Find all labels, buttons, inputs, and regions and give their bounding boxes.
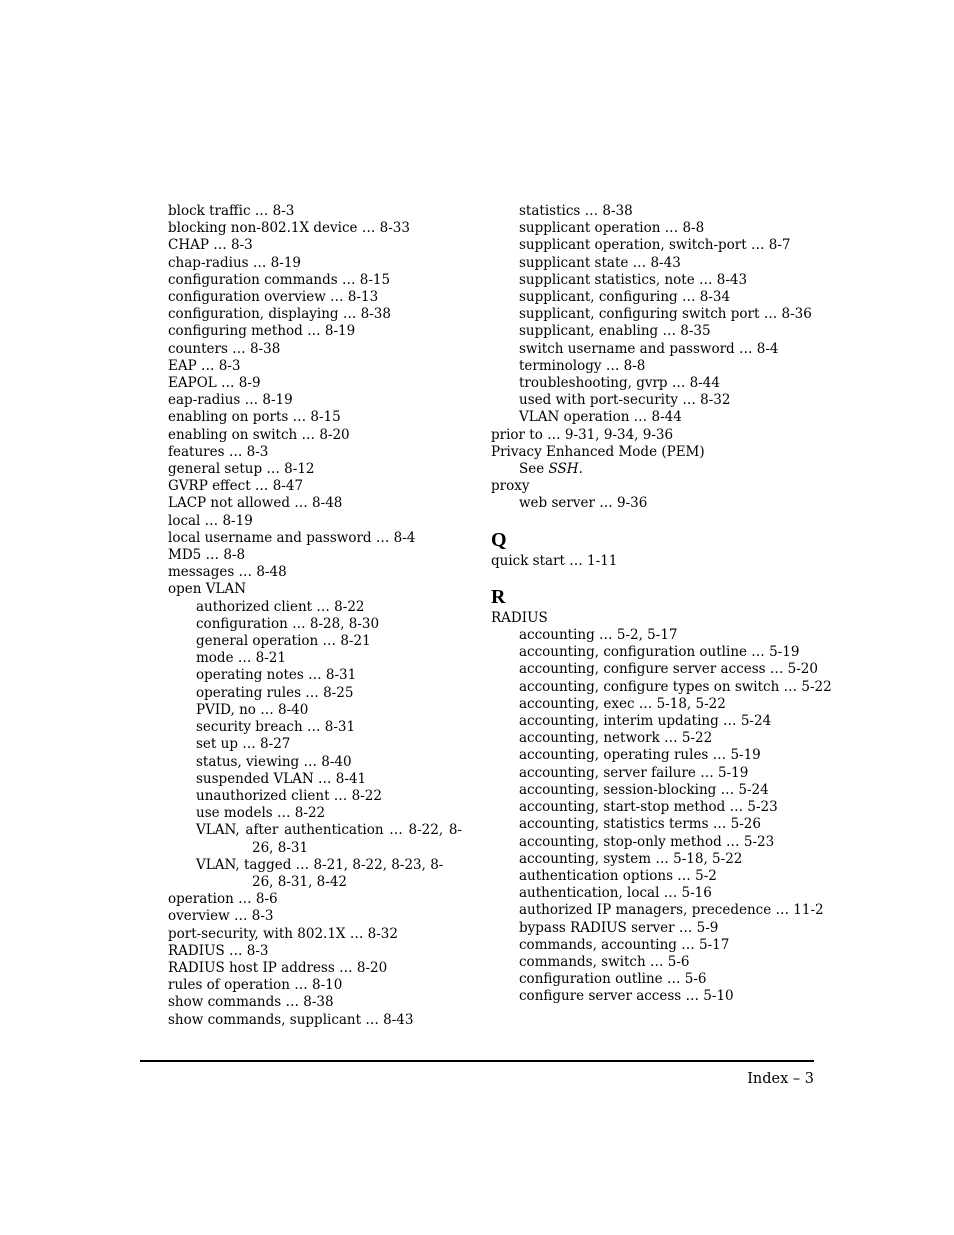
index-subentry: accounting … 5-2, 5-17 [519,627,678,644]
index-subentry: commands, accounting … 5-17 [519,936,730,953]
index-subentry: supplicant, enabling … 8-35 [519,323,711,340]
index-entry: show commands … 8-38 [168,994,334,1011]
index-subentry: terminology … 8-8 [519,357,646,374]
index-entry: configuration, displaying … 8-38 [168,306,391,323]
index-entry: GVRP effect … 8-47 [168,478,304,495]
index-entry: chap-radius … 8-19 [168,254,302,271]
index-subentry: accounting, session-blocking … 5-24 [519,781,769,798]
index-entry: show commands, supplicant … 8-43 [168,1011,414,1028]
index-subentry: supplicant, configuring … 8-34 [519,289,731,306]
index-subentry: used with port-security … 8-32 [519,392,731,409]
index-subentry: unauthorized client … 8-22 [196,787,382,804]
index-entry: configuration overview … 8-13 [168,289,379,306]
index-entry: local username and password … 8-4 [168,529,416,546]
index-subentry: supplicant, configuring switch port … 8-36 [519,306,812,323]
index-subentry: configure server access … 5-10 [519,988,734,1005]
index-entry: EAPOL … 8-9 [168,375,261,392]
index-entry: configuration commands … 8-15 [168,271,391,288]
index-subentry: accounting, start-stop method … 5-23 [519,799,778,816]
index-subentry: web server … 9-36 [519,495,648,512]
index-subentry: authorized IP managers, precedence … 11-2 [519,902,824,919]
index-subentry: suspended VLAN … 8-41 [196,770,367,787]
index-subentry: accounting, configure types on switch … 5-22 [519,678,832,695]
index-entry: general setup … 8-12 [168,461,315,478]
index-section-heading: R [491,585,506,608]
index-entry: port-security, with 802.1X … 8-32 [168,925,398,942]
index-subentry: supplicant statistics, note … 8-43 [519,271,748,288]
index-subentry: set up … 8-27 [196,736,291,753]
index-entry: overview … 8-3 [168,908,274,925]
index-subentry: security breach … 8-31 [196,719,356,736]
index-subentry: troubleshooting, gvrp … 8-44 [519,375,720,392]
index-column-right [491,203,832,1006]
index-subentry: operating notes … 8-31 [196,667,357,684]
index-subentry: accounting, network … 5-22 [519,730,713,747]
index-entry: proxy [491,478,530,495]
index-subentry: VLAN, tagged … 8-21, 8-22, 8-23, 8-26, 8-31, 8-42 [196,856,444,890]
see-reference-target: SSH. [548,461,583,478]
index-subentry: supplicant operation … 8-8 [519,220,705,237]
index-subentry [491,461,811,478]
index-subentry: mode … 8-21 [196,650,286,667]
index-subentry: commands, switch … 5-6 [519,953,690,970]
index-entry: blocking non-802.1X device … 8-33 [168,220,410,237]
index-subentry: accounting, exec … 5-18, 5-22 [519,695,726,712]
index-entry: counters … 8-38 [168,340,281,357]
index-subentry: accounting, operating rules … 5-19 [519,747,761,764]
see-reference-label: See [519,461,549,478]
index-subentry: operating rules … 8-25 [196,684,354,701]
index-subentry: general operation … 8-21 [196,633,371,650]
index-subentry: accounting, configure server access … 5-20 [519,661,818,678]
index-subentry: accounting, system … 5-18, 5-22 [519,850,743,867]
index-subentry: supplicant state … 8-43 [519,254,681,271]
index-entry: open VLAN [168,581,247,598]
index-entry: EAP … 8-3 [168,357,241,374]
index-subentry: statistics … 8-38 [519,203,633,219]
index-subentry: configuration outline … 5-6 [519,971,707,988]
index-subentry: accounting, configuration outline … 5-19 [519,644,800,661]
index-subentry: VLAN, after authentication … 8-22, 8-26, 8-31 [196,822,462,856]
index-subentry: PVID, no … 8-40 [196,701,309,718]
index-entry: RADIUS host IP address … 8-20 [168,959,388,976]
index-entry: Privacy Enhanced Mode (PEM) [491,443,705,460]
index-subentry: status, viewing … 8-40 [196,753,352,770]
index-subentry: switch username and password … 8-4 [519,340,779,357]
index-subentry: authentication, local … 5-16 [519,885,712,902]
index-entry: enabling on ports … 8-15 [168,409,341,426]
index-subentry: bypass RADIUS server … 5-9 [519,919,719,936]
index-subentry: authorized client … 8-22 [196,598,365,615]
index-subentry: supplicant operation, switch-port … 8-7 [519,237,791,254]
index-subentry: authentication options … 5-2 [519,867,717,884]
index-subentry: configuration … 8-28, 8-30 [196,615,380,632]
index-entry: block traffic … 8-3 [168,203,295,219]
index-entry: features … 8-3 [168,443,269,460]
footer-rule [140,1060,814,1062]
page-number: Index – 3 [747,1071,814,1087]
index-entry: eap-radius … 8-19 [168,392,293,409]
index-section-heading: Q [491,528,507,551]
index-subentry: use models … 8-22 [196,805,326,822]
index-subentry: accounting, server failure … 5-19 [519,764,749,781]
index-entry: CHAP … 8-3 [168,237,253,254]
index-entry: prior to … 9-31, 9-34, 9-36 [491,426,674,443]
index-subentry: accounting, interim updating … 5-24 [519,713,772,730]
index-entry: messages … 8-48 [168,564,287,581]
index-entry: operation … 8-6 [168,891,278,908]
index-subentry: accounting, stop-only method … 5-23 [519,833,775,850]
index-entry: RADIUS [491,609,548,626]
index-entry: MD5 … 8-8 [168,547,246,564]
index-entry: enabling on switch … 8-20 [168,426,350,443]
index-entry: configuring method … 8-19 [168,323,356,340]
index-column-left [168,203,468,1029]
index-entry: local … 8-19 [168,512,253,529]
index-entry: LACP not allowed … 8-48 [168,495,343,512]
index-subentry: VLAN operation … 8-44 [519,409,682,426]
index-subentry: accounting, statistics terms … 5-26 [519,816,761,833]
index-entry: rules of operation … 8-10 [168,977,343,994]
index-entry: RADIUS … 8-3 [168,942,269,959]
index-entry: quick start … 1-11 [491,552,618,569]
